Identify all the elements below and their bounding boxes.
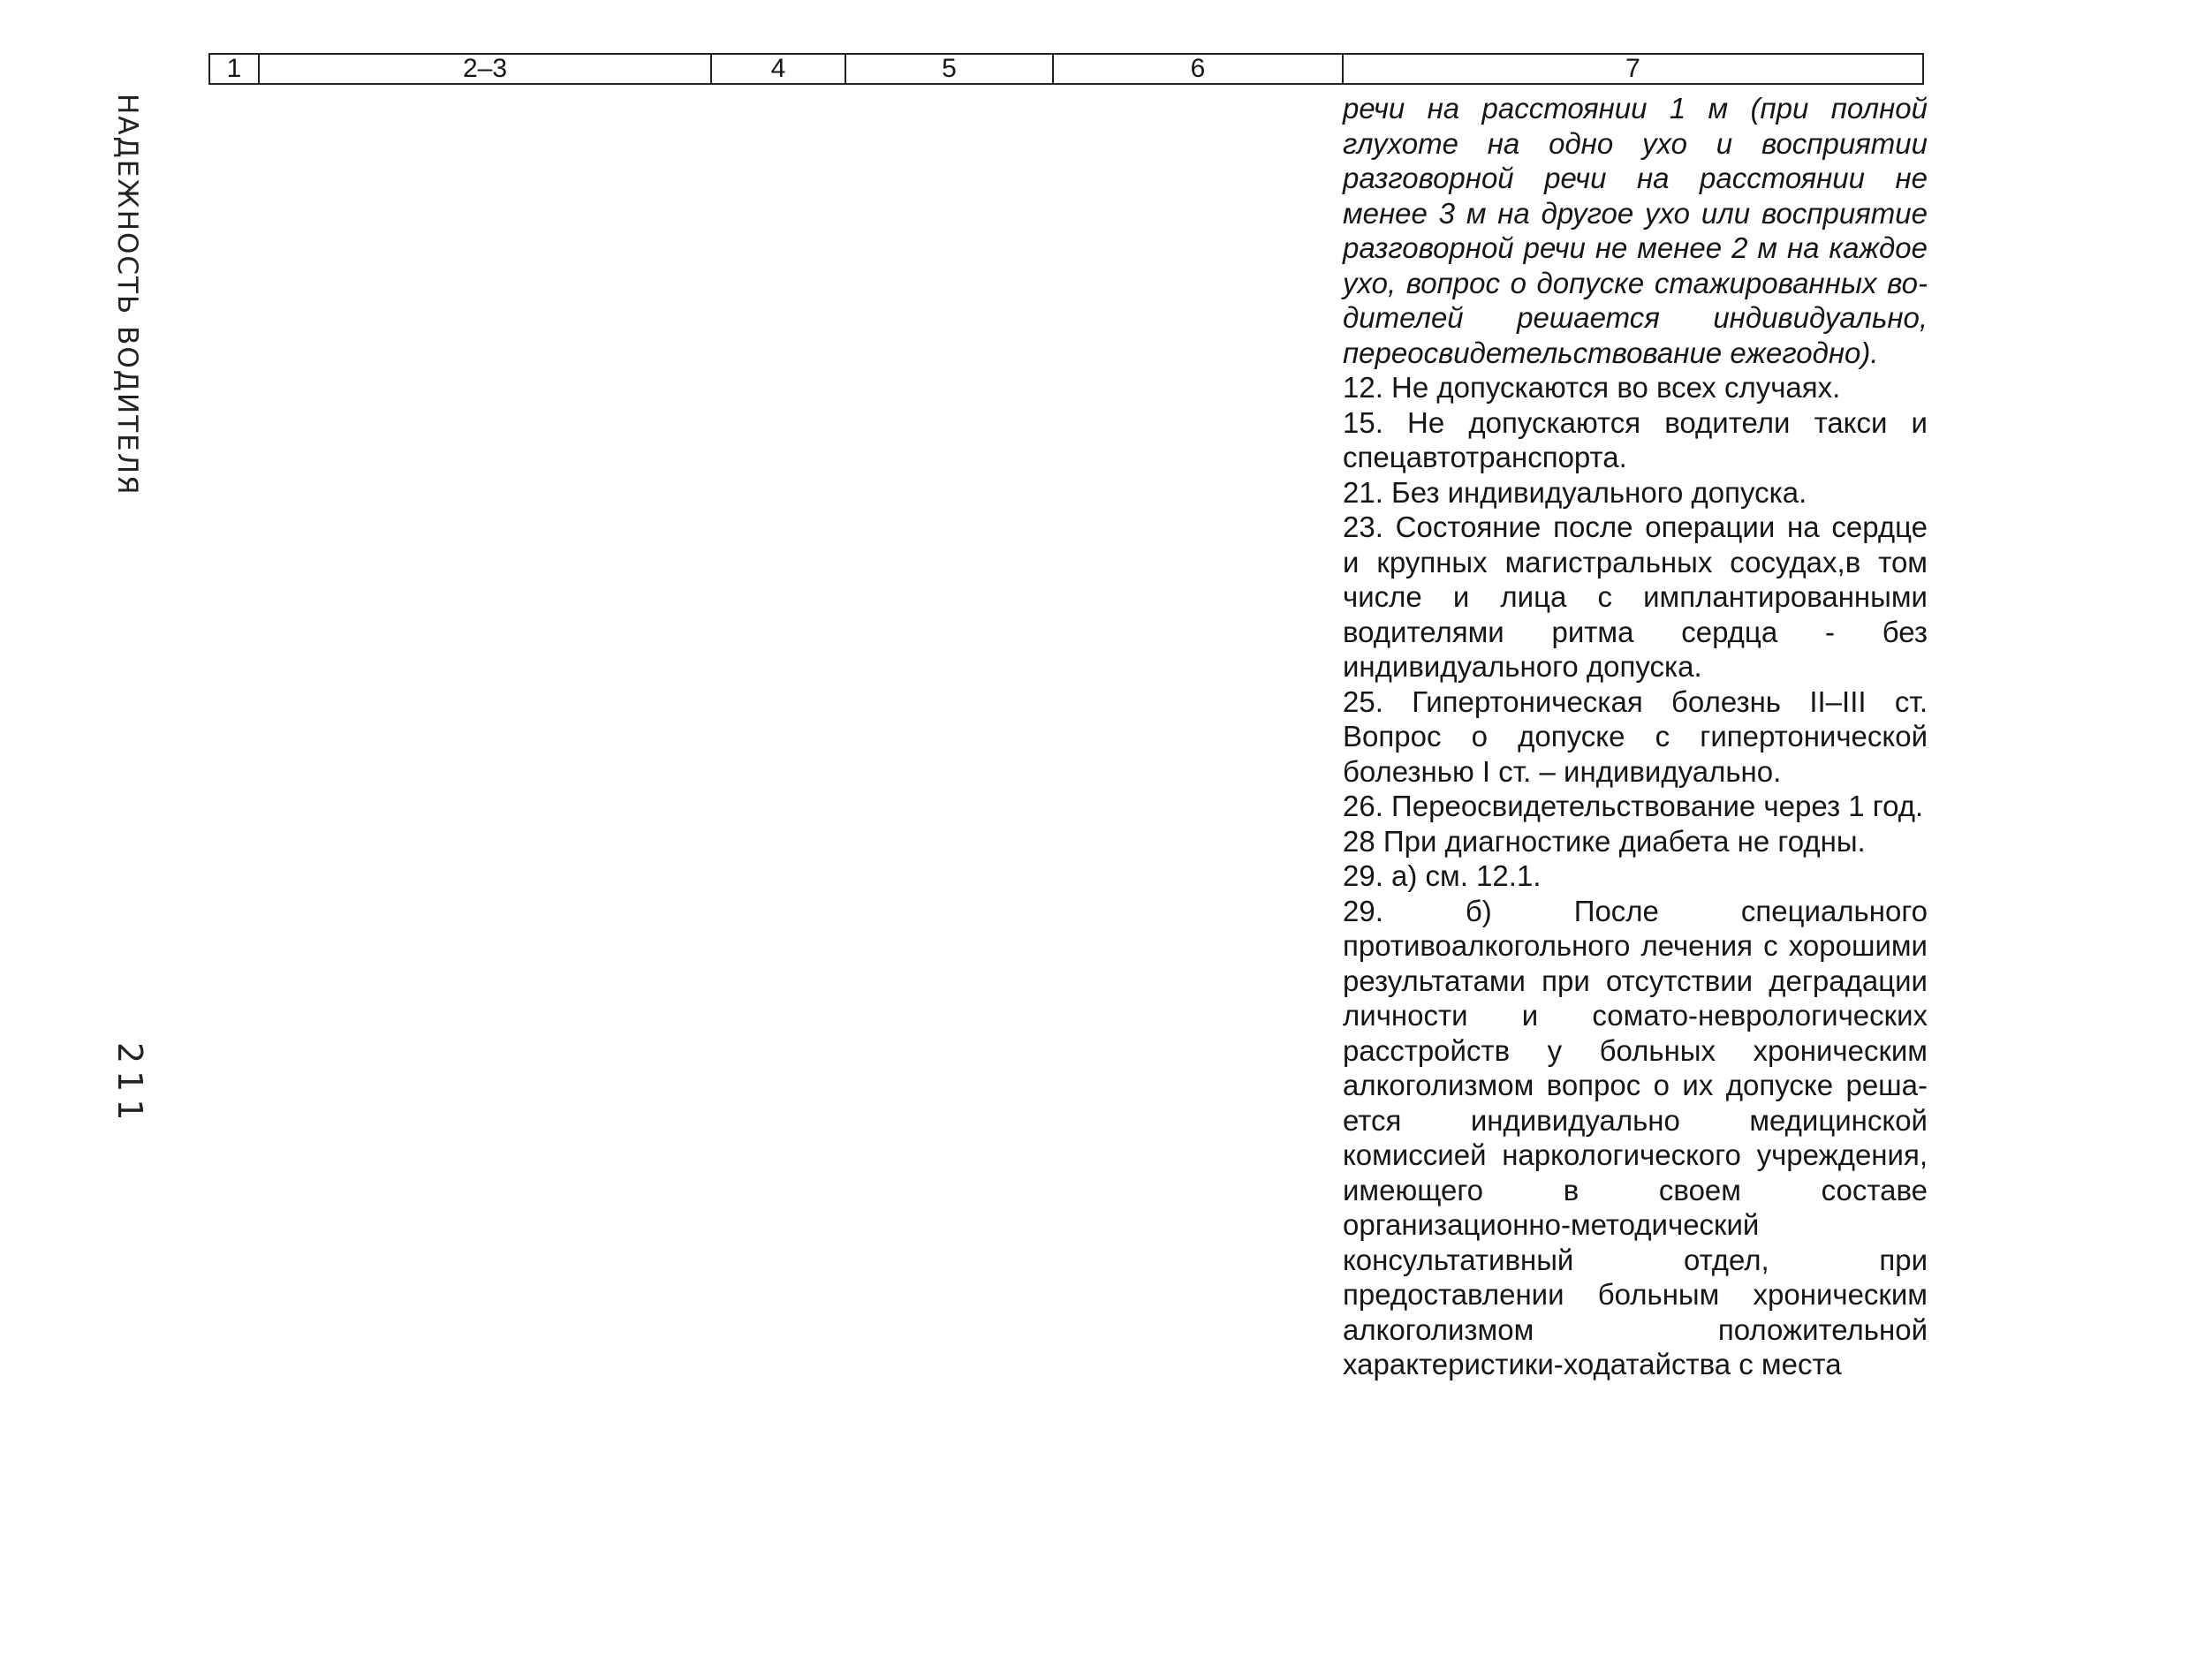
paragraph-item-12: 12. Не допускаются во всех случаях. [1343, 371, 1841, 404]
table-header-col-4: 4 [712, 55, 846, 83]
page-number: 211 [110, 1042, 149, 1128]
paragraph-item-23: 23. Состояние после операции на сердце и крупных магистральных сосудах,в том числе и лица с имплантированными водителями ритма сердца - без индивидуального допуска. [1343, 511, 1928, 683]
table-header-col-2-3: 2–3 [260, 55, 712, 83]
running-title: НАДЕЖНОСТЬ ВОДИТЕЛЯ [111, 94, 143, 496]
table-header-col-7: 7 [1625, 54, 1640, 83]
table-header-col-1: 1 [210, 55, 260, 83]
column-7-text [1343, 91, 1928, 1382]
paragraph-item-29b: 29. б) После специального противоалкогольного лечения с хорошими результатами при отсутствии деградации личности и сомато-неврологических расстройств у больных хроническим алкоголизмом вопрос о их допуске решается индивидуально медицинской комиссией наркологического учреждения, имеющего в своем составе организационно-методический консультативный отдел, при предоставлении больным хроническим алкоголизмом положительной характеристики-ходатайства с места [1343, 894, 1928, 1380]
paragraph-item-15: 15. Не допускаются водители такси и спецавтотранспорта. [1343, 405, 1928, 473]
table-header-row [208, 53, 1924, 85]
paragraph-item-26: 26. Переосвидетельствование через 1 год. [1343, 790, 1924, 822]
table-header-col-6: 6 [1054, 55, 1344, 83]
paragraph-continuation: речи на расстоянии 1 м (при полной глухоте на одно ухо и восприятии разговорной речи на расстоянии не менее 3 м на другое ухо или восприятие разговорной речи не менее 2 м на каждое ухо, вопрос о допуске стажированных водителей решается индивидуально, переосвидетельствование ежегодно). [1343, 92, 1928, 369]
table-header-col-5: 5 [846, 55, 1054, 83]
paragraph-item-28: 28 При диагностике диабета не годны. [1343, 824, 1866, 858]
paragraph-item-25: 25. Гипертоническая болезнь II–III ст. Вопрос о допуске с гипертонической болезнью I ст. – индивидуально. [1343, 684, 1928, 788]
paragraph-item-21: 21. Без индивидуального допуска. [1343, 475, 1807, 509]
paragraph-item-29a: 29. а) см. 12.1. [1343, 859, 1542, 892]
